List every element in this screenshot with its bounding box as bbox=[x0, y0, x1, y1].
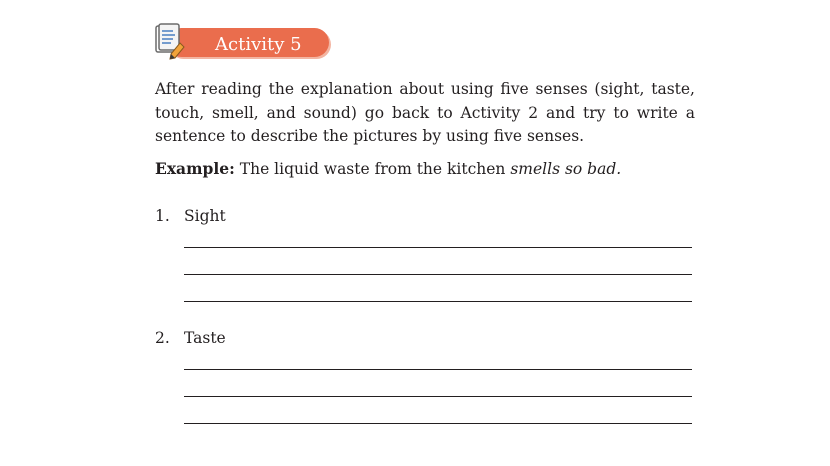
item-number: 2. bbox=[155, 329, 170, 347]
item-label: Taste bbox=[184, 329, 226, 347]
example-text: The liquid waste from the kitchen bbox=[239, 160, 506, 178]
answer-line[interactable] bbox=[184, 301, 692, 302]
activity-title: Activity 5 bbox=[215, 34, 302, 55]
example-italic-text: smells so bad. bbox=[510, 160, 622, 178]
answer-line[interactable] bbox=[184, 247, 692, 248]
answer-line[interactable] bbox=[184, 423, 692, 424]
activity-header bbox=[153, 23, 333, 61]
example-label: Example: bbox=[155, 159, 235, 178]
answer-line[interactable] bbox=[184, 369, 692, 370]
instructions-paragraph: After reading the explanation about using five senses (sight, taste, touch, smell, and sound) go back to Activity 2 and try to write a sentence to describe the pictures by using five senses. bbox=[155, 80, 695, 145]
item-number: 1. bbox=[155, 207, 170, 225]
list-item-sight bbox=[155, 205, 226, 227]
item-label: Sight bbox=[184, 207, 226, 225]
activity-badge bbox=[167, 28, 329, 57]
document-pencil-icon bbox=[153, 23, 187, 61]
answer-line[interactable] bbox=[184, 396, 692, 397]
answer-line[interactable] bbox=[184, 274, 692, 275]
example-sentence bbox=[155, 157, 715, 181]
list-item-taste bbox=[155, 327, 226, 349]
